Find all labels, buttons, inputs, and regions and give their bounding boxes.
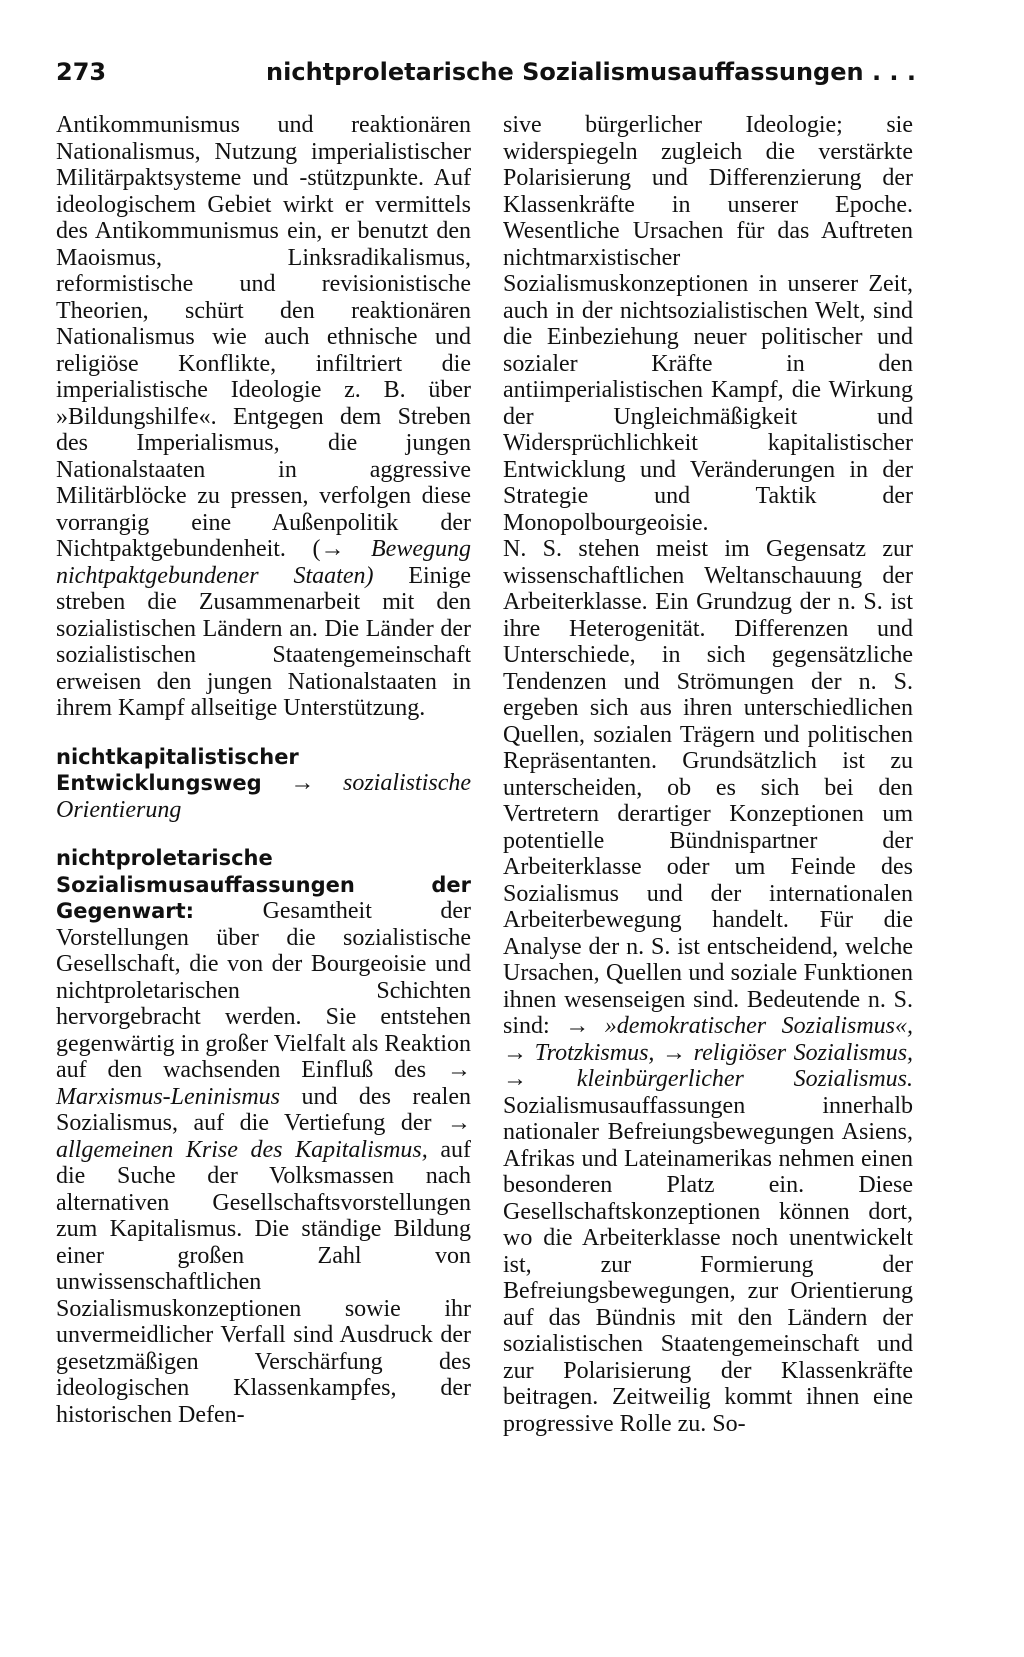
arrow-icon: → — [290, 770, 315, 796]
right-column — [503, 112, 913, 1437]
arrow-icon: → — [662, 1039, 687, 1066]
paragraph: N. S. stehen meist im Gegensatz zur wissenschaftlichen Weltanschauung der Arbeiterklasse. Ein Grundzug der n. S. ist ihre Heterogenität. Differenzen und Unterschiede, in sich gegensätzliche Tendenzen und Strömungen der n. S. ergeben sich aus ihren unterschiedlichen Quellen, sozialen Trägern und politischen Repräsentanten. Grundsätzlich ist zu unterscheiden, ob es sich bei den Vertretern derartiger Konzeptionen um potentielle Bündnispartner der Arbeiterklasse oder um Feinde des Sozialismus und der internationalen Arbeiterbewegung handelt. Für die Analyse der n. S. ist entscheidend, welche Ursachen, Quellen und soziale Funktionen ihnen wesenseigen sind. Bedeutende n. S. sind: → »demokratischer Sozialismus«, → Trotzkismus, → religiöser Sozialismus, → kleinbürgerlicher Sozialismus. Sozialismusauffassungen innerhalb nationaler Befreiungsbewegungen Asiens, Afrikas und Lateinamerikas nehmen einen besonderen Platz ein. Diese Gesellschaftskonzeptionen können dort, wo die Arbeiterklasse noch unentwickelt ist, zur Formierung der Befreiungsbewegungen, zur Orientierung auf das Bündnis mit den Ländern der sozialistischen Staatengemeinschaft und zur Polarisierung der Klassenkräfte beitragen. Zeitweilig kommt ihnen eine progressive Rolle zu. So- — [503, 536, 914, 1437]
cross-reference: allgemeinen Krise des Kapitalismus, — [56, 1136, 428, 1163]
arrow-icon: → — [503, 1039, 527, 1066]
entry-term: nichtkapitalistischer Entwicklungsweg — [56, 744, 299, 795]
dictionary-entry: nichtproletarische Sozialismusauffassungen der Gegenwart: Gesamtheit der Vorstellungen über die sozialistische Gesellschaft, die von der Bourgeoisie und nichtproletarischen Schichten hervorgebracht werden. Sie entstehen gegenwärtig in großer Vielfalt als Reaktion auf den wachsenden Einfluß des → Marxismus-Leninismus und des realen Sozialismus, auf die Vertiefung der → allgemeinen Krise des Kapitalismus, auf die Suche der Volksmassen nach alternativen Gesellschaftsvorstellungen zum Kapitalismus. Die ständige Bildung einer großen Zahl von unwissenschaftlichen Sozialismuskonzeptionen sowie ihr unvermeidlicher Verfall sind Ausdruck der gesetzmäßigen Verschärfung des ideologischen Klassenkampfes, der historischen Defen- — [56, 846, 471, 1428]
paragraph: Antikommunismus und reaktionären Nationalismus, Nutzung imperialistischer Militärpaktsysteme und -stützpunkte. Auf ideologischem Gebiet wirkt er vermittels des Antikommunismus ein, er benutzt den Maoismus, Linksradikalismus, reformistische und revisionistische Theorien, schürt den reaktionären Nationalismus wie auch ethnische und religiöse Konflikte, infiltriert die imperialistische Ideologie z. B. über »Bildungshilfe«. Entgegen dem Streben des Imperialismus, die jungen Nationalstaaten in aggressive Militärblöcke zu pressen, verfolgen diese vorrangig eine Außenpolitik der Nichtpaktgebundenheit. (→ Bewegung nichtpaktgebundener Staaten) Einige streben die Zusammenarbeit mit den sozialistischen Ländern an. Die Länder der sozialistischen Staatengemeinschaft erweisen den jungen Nationalstaaten in ihrem Kampf allseitige Unterstützung. — [56, 112, 471, 721]
arrow-icon: → — [447, 1110, 471, 1136]
cross-reference: kleinbürgerlicher Sozialismus. — [576, 1066, 914, 1092]
page-header — [56, 58, 916, 98]
arrow-icon: → — [565, 1013, 590, 1039]
entry-term: nichtproletarische Sozialismusauffassungen der Gegenwart: — [56, 846, 471, 923]
cross-reference: Marxismus-Leninismus — [56, 1083, 281, 1110]
arrow-icon: → — [503, 1066, 527, 1092]
cross-reference: Trotzkismus, — [534, 1039, 655, 1066]
cross-reference: sozialistische Orientierung — [56, 770, 472, 823]
paragraph: sive bürgerlicher Ideologie; sie widerspiegeln zugleich die verstärkte Polarisierung und Differenzierung der Klassenkräfte in unserer Epoche. Wesentliche Ursachen für das Auftreten nichtmarxistischer Sozialismuskonzeptionen in unserer Zeit, auch in der nichtsozialistischen Welt, sind die Einbeziehung neuer politischer und sozialer Kräfte in den antiimperialistischen Kampf, die Wirkung der Ungleichmäßigkeit und Widersprüchlichkeit kapitalistischer Entwicklung und Veränderungen in der Strategie und Taktik der Monopolbourgeoisie. — [503, 112, 913, 536]
page-number: 273 — [56, 58, 107, 86]
cross-reference: religiöser Sozialismus, — [693, 1039, 914, 1066]
arrow-icon: → — [320, 536, 345, 562]
arrow-icon: → — [447, 1057, 471, 1083]
dictionary-entry — [56, 744, 471, 824]
cross-reference: »demokratischer Sozialismus«, — [604, 1013, 914, 1039]
running-title: nichtproletarische Sozialismusauffassungen . . . — [266, 58, 916, 86]
left-column — [56, 112, 471, 1428]
cross-reference: Bewegung nichtpaktgebundener Staaten) — [56, 536, 471, 589]
